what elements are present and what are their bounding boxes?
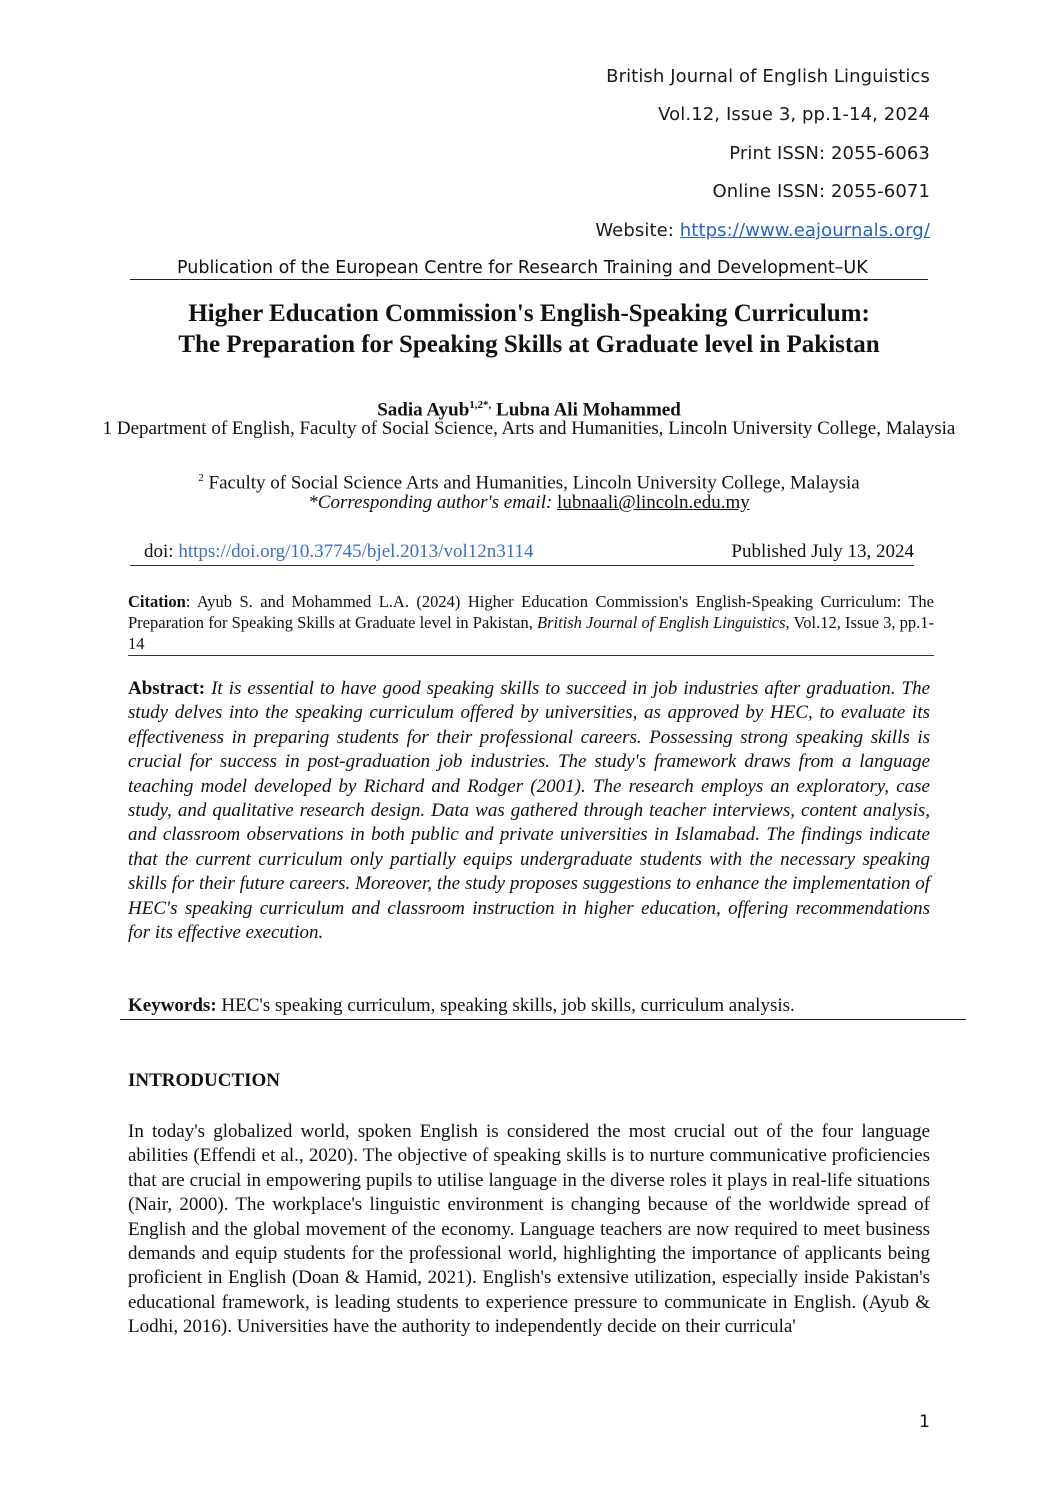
print-issn: Print ISSN: 2055-6063 bbox=[729, 143, 930, 164]
volume-info: Vol.12, Issue 3, pp.1-14, 2024 bbox=[658, 104, 930, 125]
abstract-label: Abstract: bbox=[128, 678, 206, 699]
affiliation-1: 1 Department of English, Faculty of Social Science, Arts and Humanities, Lincoln University College, Malaysia bbox=[102, 418, 956, 439]
website-line bbox=[595, 220, 930, 241]
keywords-label: Keywords: bbox=[128, 995, 217, 1016]
abstract bbox=[128, 677, 930, 945]
online-issn: Online ISSN: 2055-6071 bbox=[712, 181, 930, 202]
doi-row bbox=[130, 540, 914, 566]
corresponding-author bbox=[100, 491, 958, 515]
doi bbox=[144, 540, 534, 564]
affiliation-2-mark: 2 bbox=[198, 472, 204, 484]
author-2: Lubna Ali Mohammed bbox=[491, 399, 681, 421]
website-link[interactable]: https://www.eajournals.org/ bbox=[679, 220, 930, 241]
page-number: 1 bbox=[919, 1412, 930, 1432]
published-date: Published July 13, 2024 bbox=[731, 541, 914, 562]
keywords bbox=[120, 994, 966, 1020]
doi-label: doi: bbox=[144, 541, 179, 562]
title-line-2: The Preparation for Speaking Skills at Graduate level in Pakistan bbox=[178, 331, 880, 358]
paper-title bbox=[100, 298, 958, 360]
publisher-line: Publication of the European Centre for Research Training and Development–UK bbox=[130, 258, 928, 280]
corresponding-email[interactable]: lubnaali@lincoln.edu.my bbox=[557, 492, 750, 513]
journal-name: British Journal of English Linguistics bbox=[606, 66, 930, 87]
abstract-text: It is essential to have good speaking skills to succeed in job industries after graduation. The study delves into the speaking curriculum offered by universities, as approved by HEC, to evaluate its effectiveness in preparing students for their professional careers. Possessing strong speaking skills is crucial for success in post-graduation job industries. The study's framework draws from a language teaching model developed by Richard and Rodger (2001). The research employs an exploratory, case study, and qualitative research design. Data was gathered through teacher interviews, content analysis, and classroom observations in both public and private universities in Islamabad. The findings indicate that the current curriculum only partially equips undergraduate students with the necessary speaking skills for their future careers. Moreover, the study proposes suggestions to enhance the implementation of HEC's speaking curriculum and classroom instruction in higher education, offering recommendations for its effective execution. bbox=[128, 678, 930, 944]
author-1-affil-marks: 1,2*, bbox=[469, 399, 492, 411]
citation-text-2: , Vol.12, Issue 3, pp.1-14 bbox=[128, 613, 934, 653]
citation-journal: British Journal of English Linguistics bbox=[536, 613, 786, 632]
affiliation-2-text: Faculty of Social Science Arts and Humanities, Lincoln University College, Malaysia bbox=[203, 472, 860, 494]
keywords-text: HEC's speaking curriculum, speaking skills, job skills, curriculum analysis. bbox=[216, 995, 795, 1016]
website-label: Website: bbox=[595, 220, 680, 241]
citation bbox=[128, 591, 934, 656]
section-heading-introduction: INTRODUCTION bbox=[128, 1070, 281, 1091]
citation-text-1: : Ayub S. and Mohammed L.A. (2024) Higher Education Commission's English-Speaking Curriculum: The Preparation for Speaking Skills at Graduate level in Pakistan, bbox=[128, 592, 934, 632]
introduction-paragraph: In today's globalized world, spoken English is considered the most crucial out of the four language abilities (Effendi et al., 2020). The objective of speaking skills is to nurture communicative proficiencies that are crucial in empowering pupils to utilise language in the diverse roles it plays in real-life situations (Nair, 2000). The workplace's linguistic environment is changing because of the worldwide spread of English and the global movement of the economy. Language teachers are now required to meet business demands and equip students for the professional world, highlighting the importance of applicants being proficient in English (Doan & Hamid, 2021). English's extensive utilization, especially inside Pakistan's educational framework, is leading students to experience pressure to communicate in English. (Ayub & Lodhi, 2016). Universities have the authority to independently decide on their curricula' bbox=[128, 1121, 930, 1338]
title-line-1: Higher Education Commission's English-Speaking Curriculum: bbox=[188, 300, 870, 327]
citation-label: Citation bbox=[128, 592, 186, 611]
author-1: Sadia Ayub bbox=[377, 399, 470, 421]
corresponding-label: *Corresponding author's email: bbox=[308, 492, 553, 513]
doi-link[interactable]: https://doi.org/10.37745/bjel.2013/vol12n3114 bbox=[178, 541, 534, 562]
